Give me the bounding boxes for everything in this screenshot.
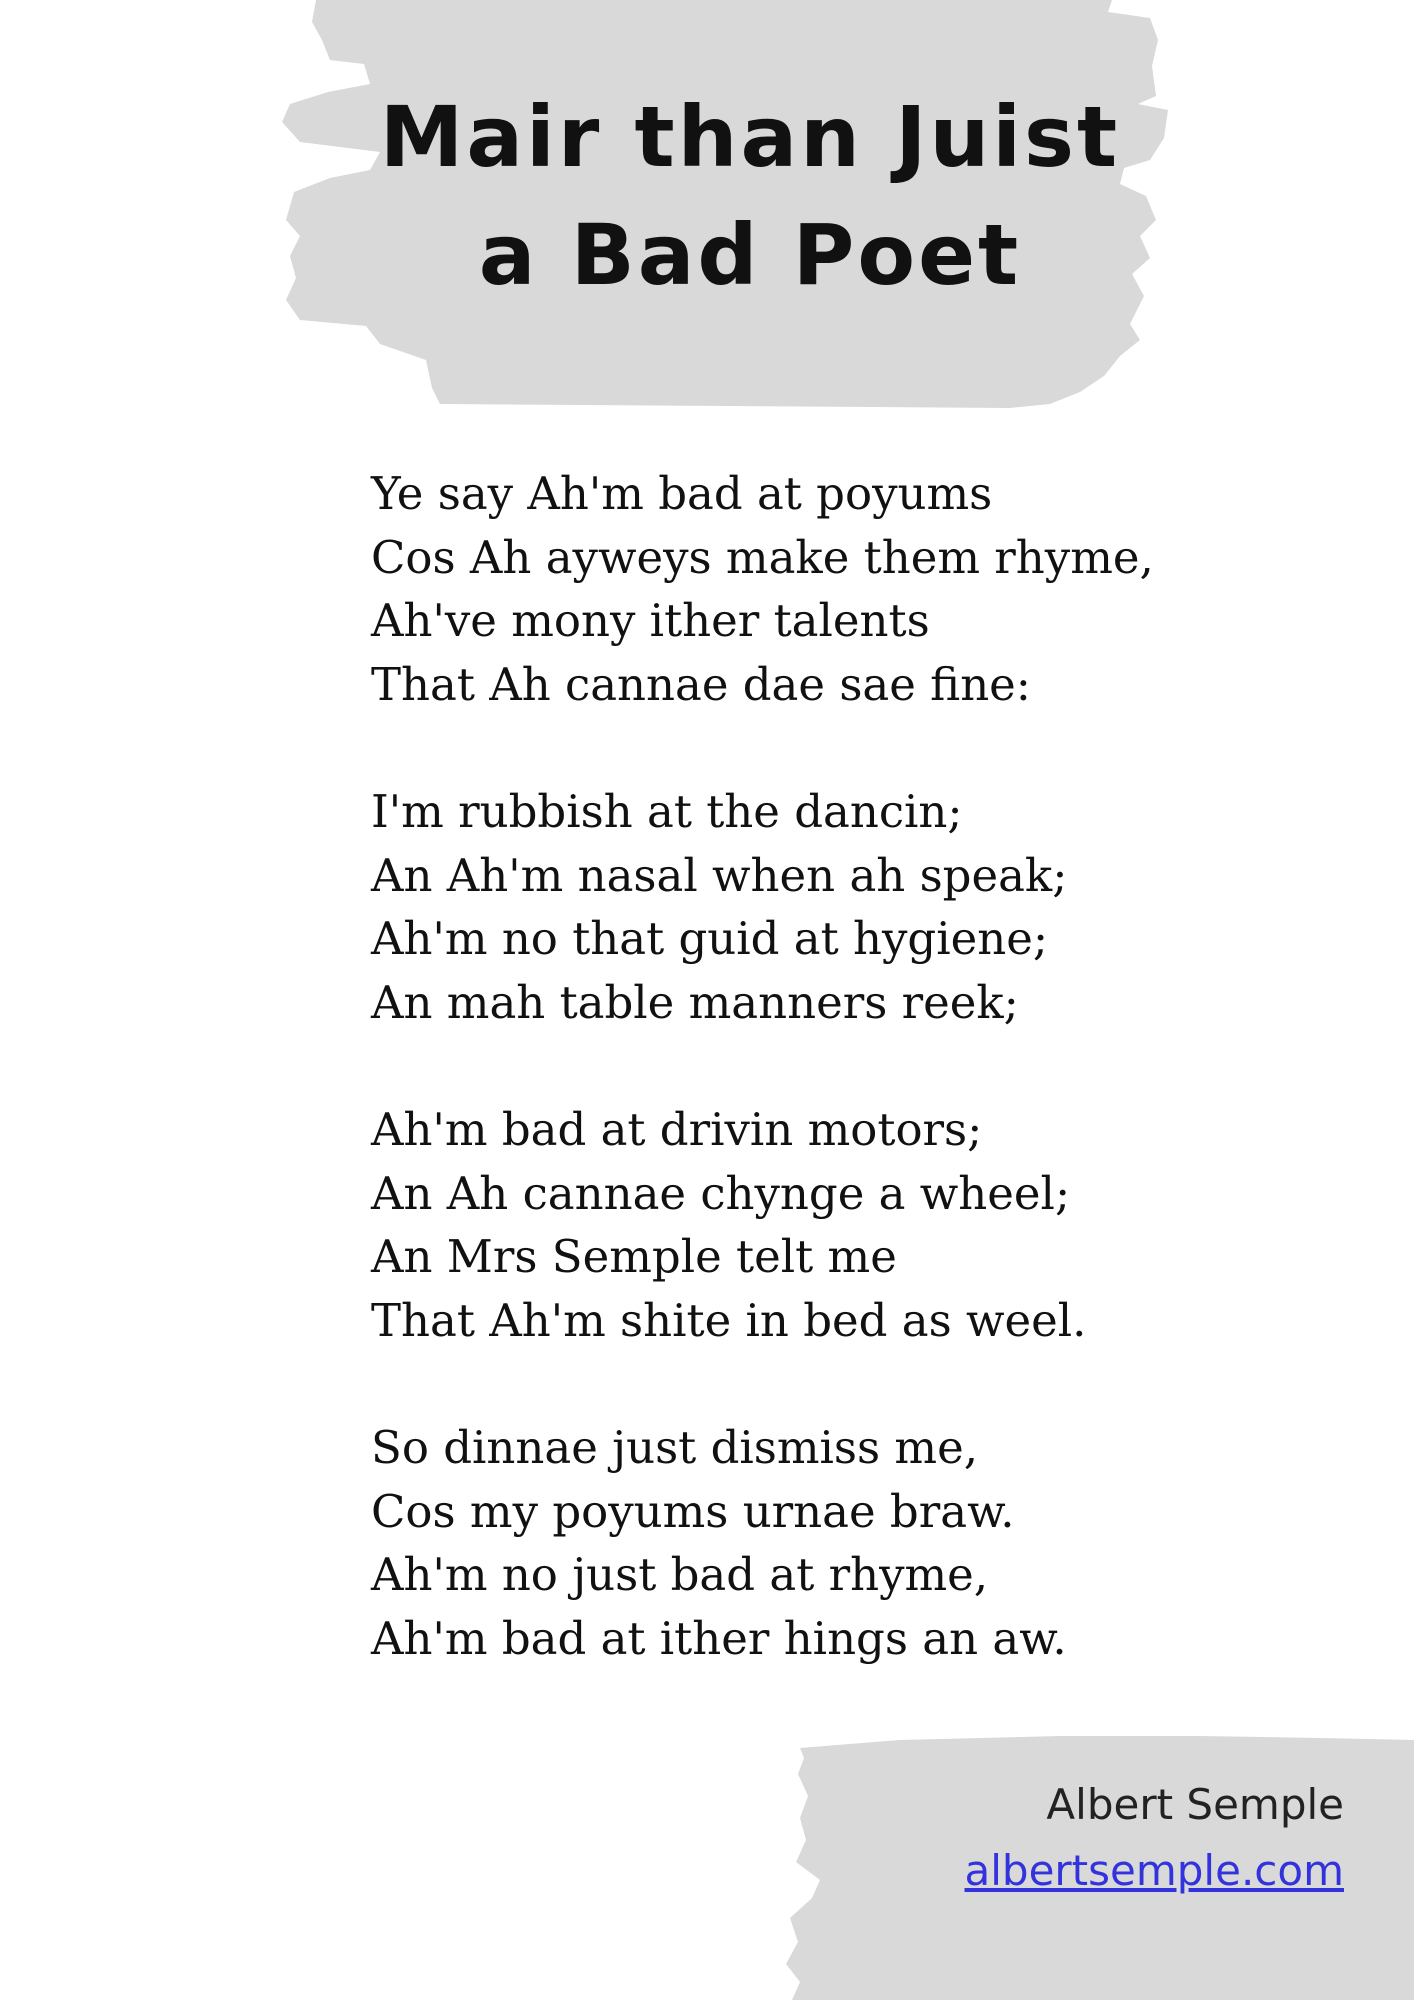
poem-body <box>371 462 1251 1734</box>
poem-line: Ah'm no just bad at rhyme, <box>371 1548 989 1601</box>
poem-line: Cos my poyums urnae braw. <box>371 1484 1015 1538</box>
poem-title-line-1: Mair than Juist <box>379 88 1121 186</box>
poem-line: Ah'm bad at drivin motors; <box>371 1103 983 1156</box>
poem-line: That Ah'm shite in bed as weel. <box>371 1293 1087 1347</box>
poem-line: I'm rubbish at the dancin; <box>371 785 963 838</box>
poem-line: Ah've mony ither talents <box>371 594 930 647</box>
author-name: Albert Semple <box>1046 1780 1344 1829</box>
poem-line: An Ah'm nasal when ah speak; <box>371 848 1068 902</box>
poem-line: Ye say Ah'm bad at poyums <box>371 467 993 520</box>
stanza-4 <box>371 1416 1251 1670</box>
poem-line: Ah'm bad at ither hings an aw. <box>371 1611 1067 1665</box>
poem-line: An mah table manners reek; <box>371 975 1019 1029</box>
stanza-2 <box>371 780 1251 1034</box>
poem-line: An Ah cannae chynge a wheel; <box>371 1166 1071 1220</box>
author-signature <box>965 1772 1345 1904</box>
poem-line: Cos Ah ayweys make them rhyme, <box>371 530 1154 584</box>
poem-line: That Ah cannae dae sae fine: <box>371 657 1031 711</box>
poem-line: So dinnae just dismiss me, <box>371 1421 979 1474</box>
author-website-link[interactable]: albertsemple.com <box>964 1846 1344 1895</box>
poem-line: Ah'm no that guid at hygiene; <box>371 912 1048 965</box>
stanza-1 <box>371 462 1251 716</box>
poem-line: An Mrs Semple telt me <box>371 1230 897 1283</box>
poem-title <box>290 78 1210 314</box>
stanza-3 <box>371 1098 1251 1352</box>
poem-title-line-2: a Bad Poet <box>478 206 1022 304</box>
